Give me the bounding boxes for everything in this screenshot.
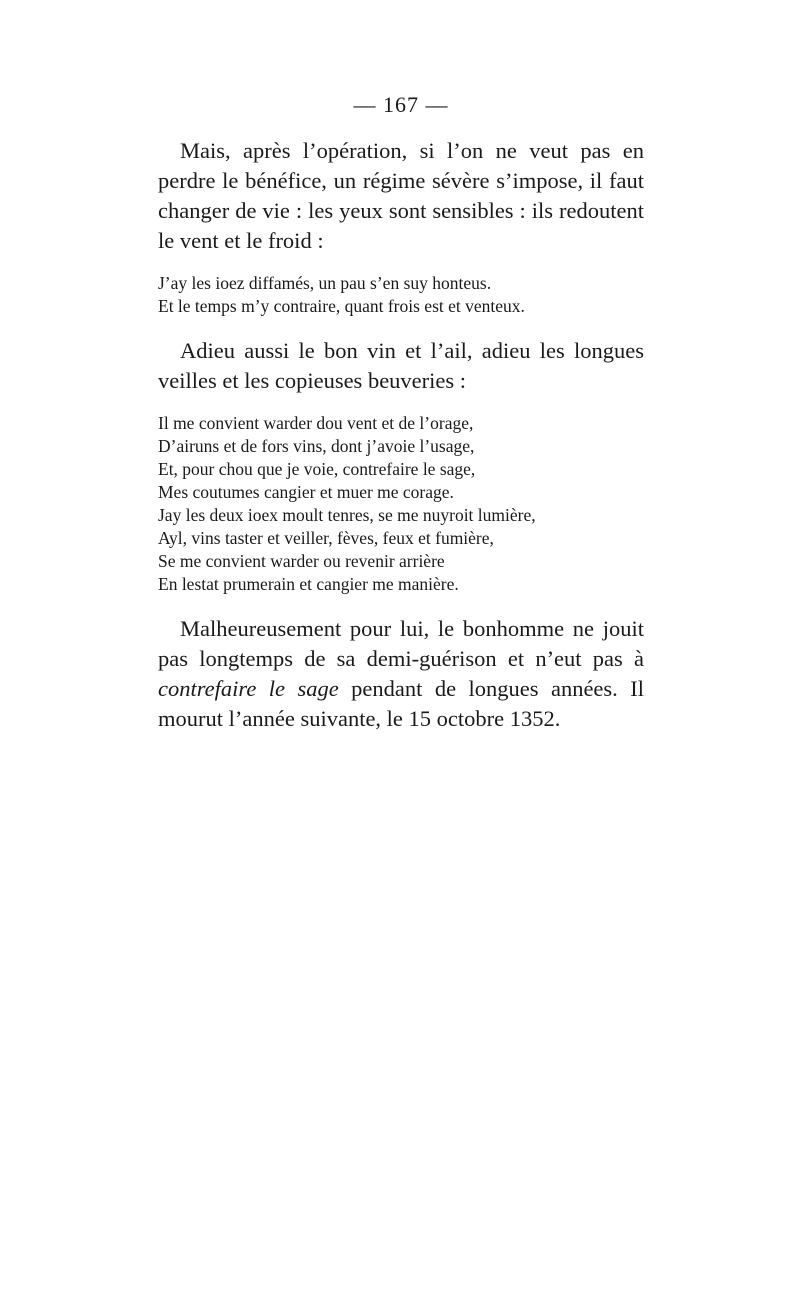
- paragraph-operation: Mais, après l’opération, si l’on ne veut pas en perdre le bénéfice, un régime sévère s’impose, il faut changer de vie : les yeux sont sensibles : ils redoutent le vent et le froid :: [158, 138, 644, 253]
- paragraph-death-text-2: pendant de longues années. Il mourut l’année suivante, le 15 octobre 1352.: [158, 676, 644, 731]
- verse-line: Ayl, vins taster et veiller, fèves, feux et fumière,: [158, 528, 494, 548]
- page-number: — 167 —: [353, 92, 449, 117]
- verse-line: En lestat prumerain et cangier me manière.: [158, 574, 459, 594]
- paragraph-death-text-1: Malheureusement pour lui, le bonhomme ne jouit pas longtemps de sa demi-guérison et n’eut pas à: [158, 616, 644, 671]
- verse-line: Se me convient warder ou revenir arrière: [158, 551, 445, 571]
- verse-line: D’airuns et de fors vins, dont j’avoie l’usage,: [158, 436, 475, 456]
- verse-line: Mes coutumes cangier et muer me corage.: [158, 482, 454, 502]
- verse-quote-eyes: [158, 272, 644, 318]
- paragraph-adieu: Adieu aussi le bon vin et l’ail, adieu les longues veilles et les copieuses beuveries :: [158, 338, 644, 393]
- verse-quote-regime: [158, 412, 644, 596]
- paragraph-death: [158, 614, 644, 734]
- document-page: [158, 92, 644, 734]
- verse-line: Jay les deux ioex moult tenres, se me nuyroit lumière,: [158, 505, 536, 525]
- verse-line: J’ay les ioez diffamés, un pau s’en suy honteus.: [158, 273, 492, 293]
- paragraph-death-italic-quote: contrefaire le sage: [158, 676, 339, 701]
- verse-line: Et le temps m’y contraire, quant frois est et venteux.: [158, 296, 525, 316]
- verse-line: Et, pour chou que je voie, contrefaire le sage,: [158, 459, 476, 479]
- verse-line: Il me convient warder dou vent et de l’orage,: [158, 413, 474, 433]
